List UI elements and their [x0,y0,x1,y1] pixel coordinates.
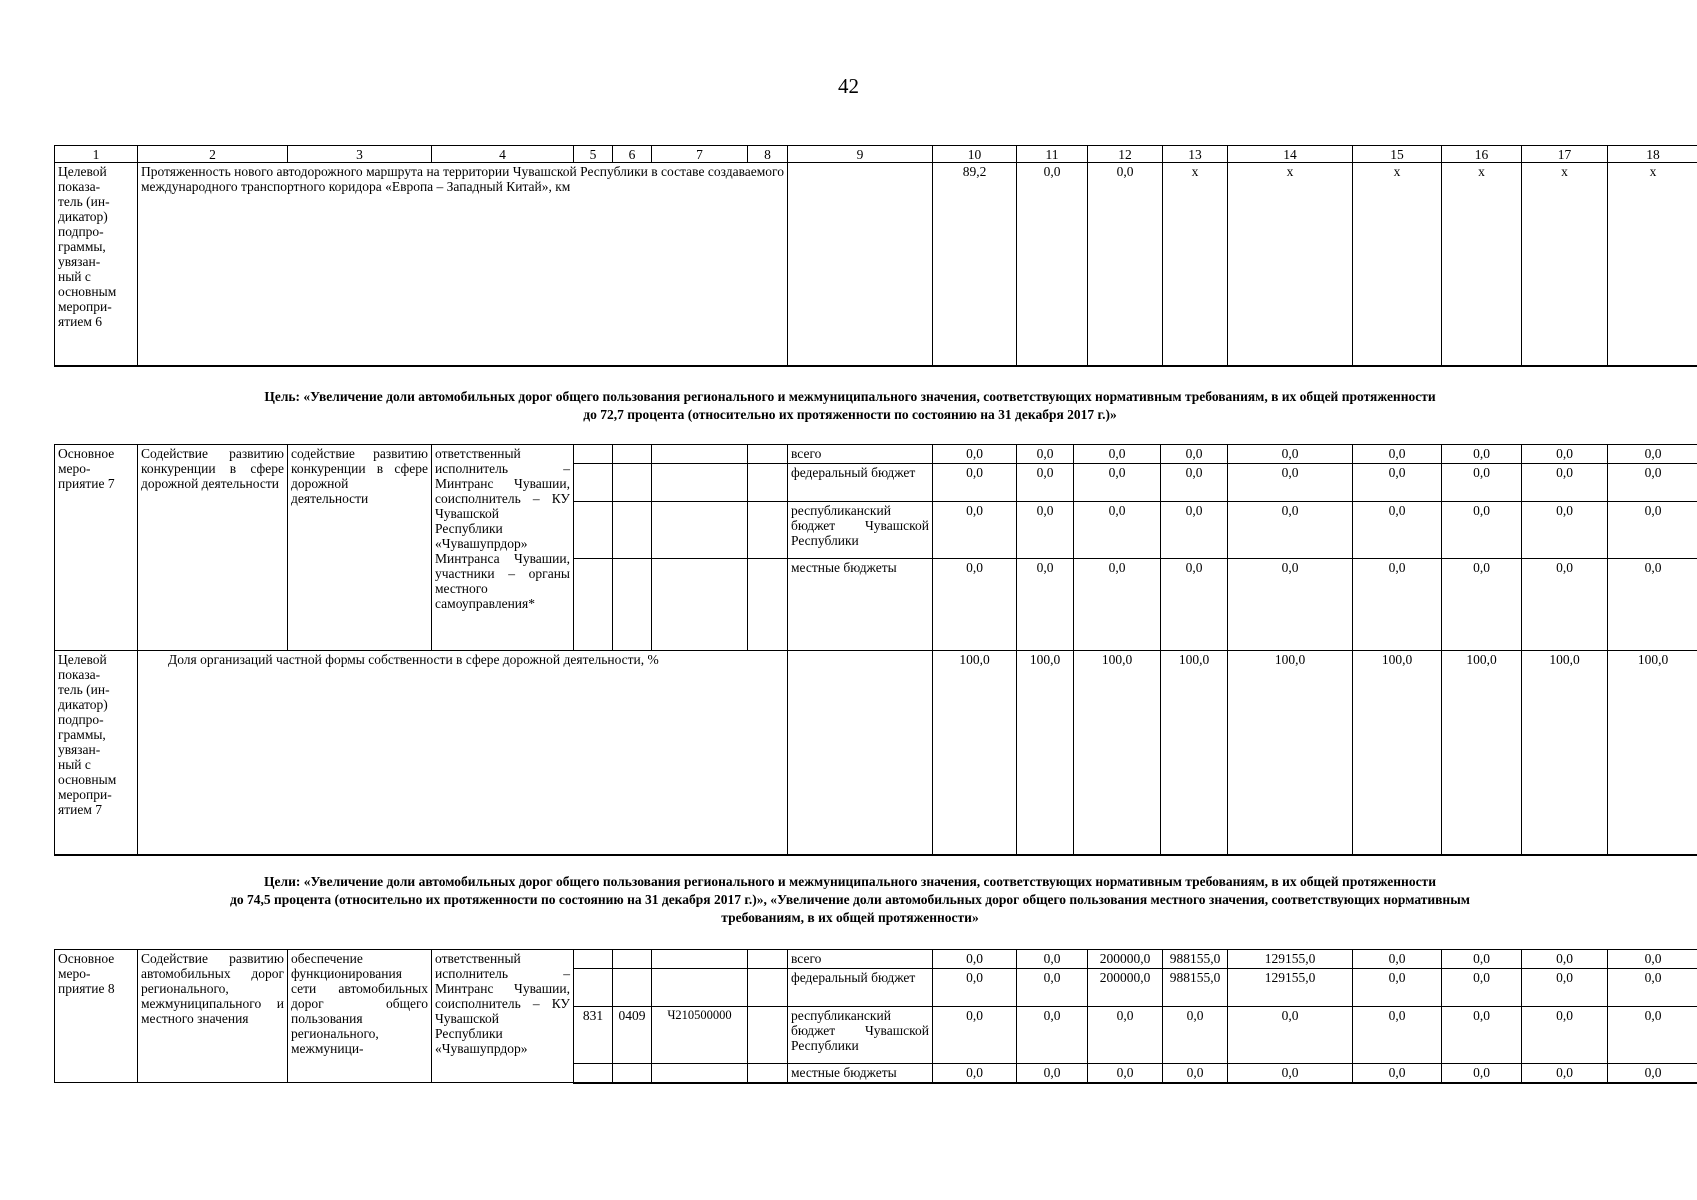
header-cell: 4 [432,146,574,163]
value-cell: 0,0 [1608,464,1697,502]
value-cell: 0,0 [1228,464,1353,502]
value-cell: 0,0 [933,969,1017,1007]
table-row [55,950,1697,969]
value-cell: 0,0 [1353,502,1442,559]
value-cell: 0,0 [1017,1007,1088,1064]
header-cell: 3 [288,146,432,163]
value-cell: 0,0 [1163,1007,1228,1064]
value-cell: 0,0 [1442,950,1522,969]
funding-source: местные бюджеты [788,559,933,651]
value-cell: 0,0 [1017,464,1074,502]
value-cell: 0,0 [1228,559,1353,651]
code-cell [574,1064,613,1083]
value-cell: 0,0 [1228,1064,1353,1083]
header-cell: 9 [788,146,933,163]
value-cell: 0,0 [1608,1007,1697,1064]
row-label: Основное меро- приятие 7 [55,445,138,651]
value-cell: 0,0 [1017,1064,1088,1083]
value-cell: 0,0 [1161,464,1228,502]
value-cell: 0,0 [1161,445,1228,464]
value-cell: 0,0 [1017,559,1074,651]
value-cell: 988155,0 [1163,950,1228,969]
page-number: 42 [838,74,859,98]
funding-source: республиканский бюджет Чувашской Республики [788,502,933,559]
indicator-name: Доля организаций частной формы собственности в сфере дорожной деятельности, % [138,651,788,855]
code-cell [574,950,613,969]
value-cell: 0,0 [1074,502,1161,559]
value-cell: 0,0 [1522,445,1608,464]
value-cell: 0,0 [1442,1064,1522,1083]
row-label: Целевой показа- тель (ин- дикатор) подпро- граммы, увязан- ный с основным меропри- ятием 7 [55,651,138,855]
value-cell: 0,0 [1353,1064,1442,1083]
header-cell: 17 [1522,146,1608,163]
header-cell: 18 [1608,146,1697,163]
value-cell: 0,0 [1074,559,1161,651]
table-activity-8 [54,949,1697,1084]
source-cell [788,651,933,855]
value-cell: 0,0 [1161,502,1228,559]
value-cell: 0,0 [1228,502,1353,559]
header-cell: 5 [574,146,613,163]
value-cell: 100,0 [1228,651,1353,855]
value-cell: 200000,0 [1088,950,1163,969]
value-cell: 0,0 [1017,502,1074,559]
value-cell: 0,0 [1088,163,1163,366]
code-cell [574,969,613,1007]
table-row [55,445,1697,464]
funding-source: республиканский бюджет Чувашской Республики [788,1007,933,1064]
value-cell: 0,0 [1522,464,1608,502]
code-cell [652,950,748,969]
value-cell: 0,0 [1088,1064,1163,1083]
source-cell [788,163,933,366]
activity-name: Содействие развитию автомобильных дорог регионального, межмуниципального и местного значения [138,950,288,1083]
row-label: Основное меро- приятие 8 [55,950,138,1083]
funding-source: федеральный бюджет [788,969,933,1007]
value-cell: 0,0 [1608,445,1697,464]
table-row [55,163,1697,366]
value-cell: 0,0 [933,464,1017,502]
value-cell: 0,0 [1017,445,1074,464]
code-cell [613,950,652,969]
value-cell: 0,0 [1608,559,1697,651]
value-cell: х [1163,163,1228,366]
value-cell: 100,0 [1353,651,1442,855]
value-cell: 0,0 [1442,445,1522,464]
header-cell: 14 [1228,146,1353,163]
value-cell: 0,0 [1608,502,1697,559]
value-cell: 200000,0 [1088,969,1163,1007]
code-cell: 831 [574,1007,613,1064]
header-cell: 16 [1442,146,1522,163]
value-cell: 0,0 [1522,502,1608,559]
value-cell: 0,0 [1442,464,1522,502]
value-cell: 988155,0 [1163,969,1228,1007]
value-cell: 0,0 [1228,445,1353,464]
value-cell: 100,0 [1522,651,1608,855]
value-cell: 100,0 [1074,651,1161,855]
value-cell: 0,0 [1442,969,1522,1007]
value-cell: 0,0 [1522,1007,1608,1064]
value-cell: 129155,0 [1228,950,1353,969]
value-cell: х [1228,163,1353,366]
value-cell: 100,0 [1442,651,1522,855]
value-cell: 0,0 [1161,559,1228,651]
executor: ответственный исполнитель – Минтранс Чувашии, соисполнитель – КУ Чувашской Республики «Чувашупрдор» Минтранса Чувашии, участники – органы местного самоуправления* [432,445,574,651]
value-cell: 0,0 [1017,969,1088,1007]
code-cell: 0409 [613,1007,652,1064]
activity-task: содействие развитию конкуренции в сфере дорожной деятельности [288,445,432,651]
table-indicator-6 [54,145,1697,367]
header-cell: 1 [55,146,138,163]
value-cell: 129155,0 [1228,969,1353,1007]
header-cell: 10 [933,146,1017,163]
header-cell: 13 [1163,146,1228,163]
activity-task: обеспечение функционирования сети автомобильных дорог общего пользования регионального, межмуници- [288,950,432,1083]
value-cell: 0,0 [1353,464,1442,502]
funding-source: федеральный бюджет [788,464,933,502]
value-cell: 0,0 [1608,950,1697,969]
value-cell: 0,0 [933,559,1017,651]
table-activity-7 [54,444,1697,856]
value-cell: х [1442,163,1522,366]
goal-heading-1: Цель: «Увеличение доли автомобильных дорог общего пользования регионального и межмуниципального значения, соответствующих нормативным требованиям, в их общей протяженности до 72,7 процента (относительно их протяженности по состоянию на 31 декабря 2017 г.)» [264,389,1436,422]
value-cell: 0,0 [1228,1007,1353,1064]
value-cell: 0,0 [933,950,1017,969]
value-cell: 0,0 [1017,163,1088,366]
value-cell: 0,0 [1442,1007,1522,1064]
code-cell [613,969,652,1007]
value-cell: 0,0 [1522,1064,1608,1083]
value-cell: х [1608,163,1697,366]
value-cell: 0,0 [1442,502,1522,559]
value-cell: 0,0 [1353,1007,1442,1064]
value-cell: 0,0 [1088,1007,1163,1064]
header-cell: 6 [613,146,652,163]
value-cell: х [1353,163,1442,366]
value-cell: 100,0 [933,651,1017,855]
value-cell: 100,0 [1608,651,1697,855]
code-cell [652,969,748,1007]
header-cell: 15 [1353,146,1442,163]
header-cell: 12 [1088,146,1163,163]
header-cell: 7 [652,146,748,163]
value-cell: 0,0 [1353,559,1442,651]
value-cell: 100,0 [1017,651,1074,855]
value-cell: 0,0 [1353,969,1442,1007]
value-cell: 0,0 [1522,559,1608,651]
value-cell: 0,0 [933,445,1017,464]
value-cell: 0,0 [1353,445,1442,464]
value-cell: 0,0 [933,1064,1017,1083]
value-cell: 0,0 [1074,464,1161,502]
value-cell: 0,0 [1017,950,1088,969]
value-cell: 0,0 [1522,950,1608,969]
value-cell: 0,0 [1608,1064,1697,1083]
value-cell: 0,0 [1608,969,1697,1007]
funding-source: местные бюджеты [788,1064,933,1083]
indicator-name: Протяженность нового автодорожного маршрута на территории Чувашской Республики в составе создаваемого международного транспортного коридора «Европа – Западный Китай», км [138,163,788,366]
activity-name: Содействие развитию конкуренции в сфере дорожной деятельности [138,445,288,651]
code-cell [613,1064,652,1083]
executor: ответственный исполнитель – Минтранс Чувашии, соисполнитель – КУ Чувашской Республики «Чувашупрдор» [432,950,574,1083]
header-cell: 2 [138,146,288,163]
value-cell: 100,0 [1161,651,1228,855]
value-cell: 0,0 [1522,969,1608,1007]
table-row [55,651,1697,855]
header-cell: 11 [1017,146,1088,163]
code-cell [652,1064,748,1083]
value-cell: 0,0 [1074,445,1161,464]
value-cell: 0,0 [933,1007,1017,1064]
value-cell: 0,0 [1163,1064,1228,1083]
funding-source: всего [788,950,933,969]
value-cell: 0,0 [1353,950,1442,969]
value-cell: 89,2 [933,163,1017,366]
code-cell: Ч210500000 [652,1007,748,1064]
funding-source: всего [788,445,933,464]
goal-heading-2: Цели: «Увеличение доли автомобильных дорог общего пользования регионального и межмуниципального значения, соответствующих нормативным требованиям, в их общей протяженности до 74,5 процента (относительно их протяженности по состоянию на 31 декабря 2017 г.)», «Увеличение доли автомобильных дорог общего пользования местного значения, соответствующих нормативным требованиям, в их общей протяженности» [230,874,1470,925]
value-cell: 0,0 [1442,559,1522,651]
value-cell: х [1522,163,1608,366]
value-cell: 0,0 [933,502,1017,559]
header-cell: 8 [748,146,788,163]
row-label: Целевой показа- тель (ин- дикатор) подпро- граммы, увязан- ный с основным меропри- ятием 6 [55,163,138,366]
header-row [55,146,1697,163]
